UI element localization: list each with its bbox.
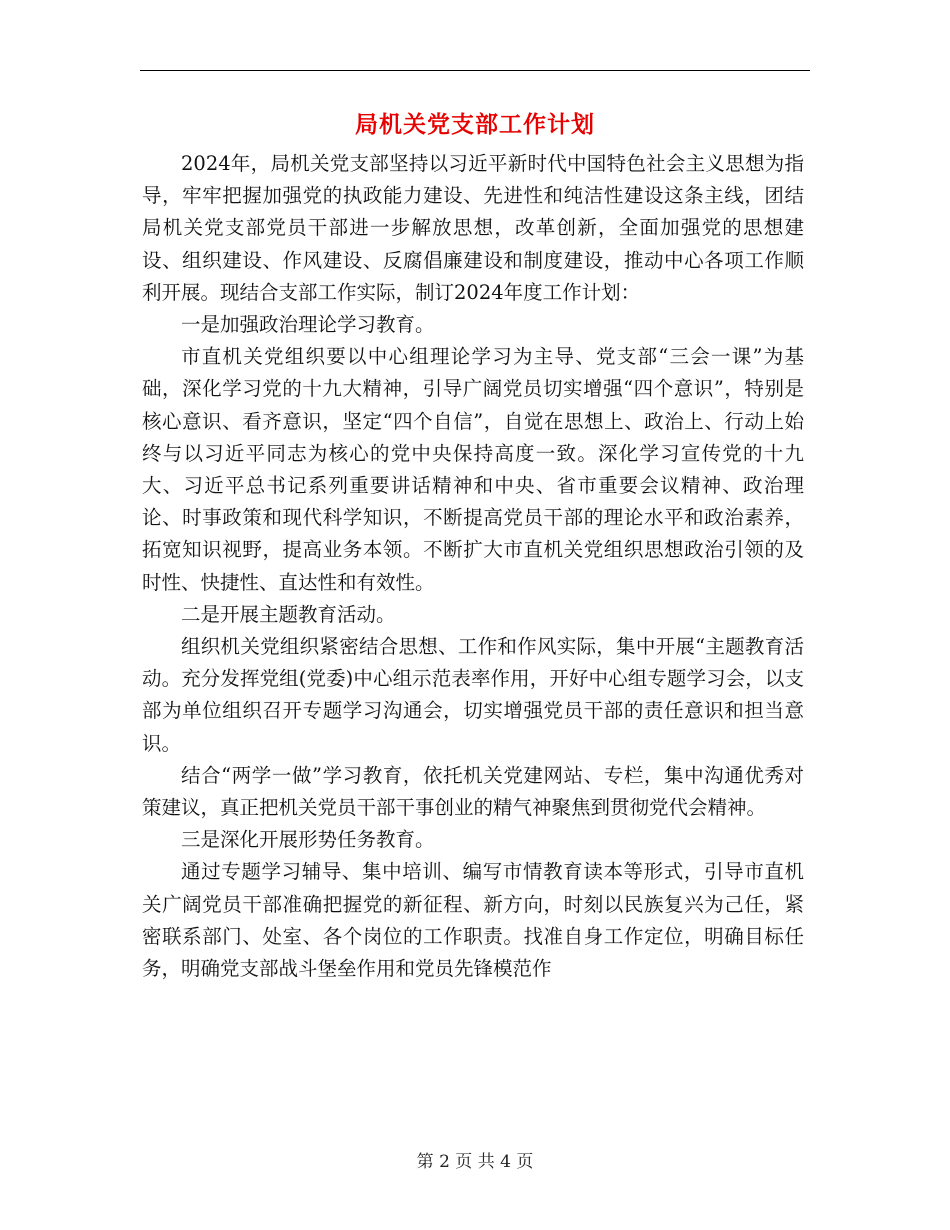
page-number-footer: 第 2 页 共 4 页	[416, 1152, 534, 1172]
section-heading: 一是加强政治理论学习教育。	[181, 313, 435, 337]
document-body	[142, 148, 804, 985]
document-title: 局机关党支部工作计划	[355, 111, 595, 138]
paragraph: 结合“两学一做”学习教育，依托机关党建网站、专栏，集中沟通优秀对策建议，真正把机关党员干部干事创业的精气神聚焦到贯彻党代会精神。	[142, 763, 804, 820]
header-rule	[140, 70, 810, 71]
paragraph: 组织机关党组织紧密结合思想、工作和作风实际，集中开展“主题教育活动。充分发挥党组(党委)中心组示范表率作用，开好中心组专题学习会，以支部为单位组织召开专题学习沟通会，切实增强党员干部的责任意识和担当意识。	[142, 635, 804, 755]
section-heading: 二是开展主题教育活动。	[181, 602, 396, 626]
paragraph: 2024年，局机关党支部坚持以习近平新时代中国特色社会主义思想为指导，牢牢把握加强党的执政能力建设、先进性和纯洁性建设这条主线，团结局机关党支部党员干部进一步解放思想，改革创新，全面加强党的思想建设、组织建设、作风建设、反腐倡廉建设和制度建设，推动中心各项工作顺利开展。现结合支部工作实际，制订2024年度工作计划：	[142, 152, 804, 304]
section-heading: 三是深化开展形势任务教育。	[181, 828, 435, 852]
paragraph: 通过专题学习辅导、集中培训、编写市情教育读本等形式，引导市直机关广阔党员干部准确把握党的新征程、新方向，时刻以民族复兴为己任，紧密联系部门、处室、各个岗位的工作职责。找准自身工作定位，明确目标任务，明确党支部战斗堡垒作用和党员先锋模范作	[142, 860, 804, 981]
paragraph: 市直机关党组织要以中心组理论学习为主导、党支部“三会一课”为基础，深化学习党的十九大精神，引导广阔党员切实增强“四个意识”，特别是核心意识、看齐意识，坚定“四个自信”，自觉在思想上、政治上、行动上始终与以习近平同志为核心的党中央保持高度一致。深化学习宣传党的十九大、习近平总书记系列重要讲话精神和中央、省市重要会议精神、政治理论、时事政策和现代科学知识，不断提高党员干部的理论水平和政治素养，拓宽知识视野，提高业务本领。不断扩大市直机关党组织思想政治引领的及时性、快捷性、直达性和有效性。	[142, 345, 804, 594]
